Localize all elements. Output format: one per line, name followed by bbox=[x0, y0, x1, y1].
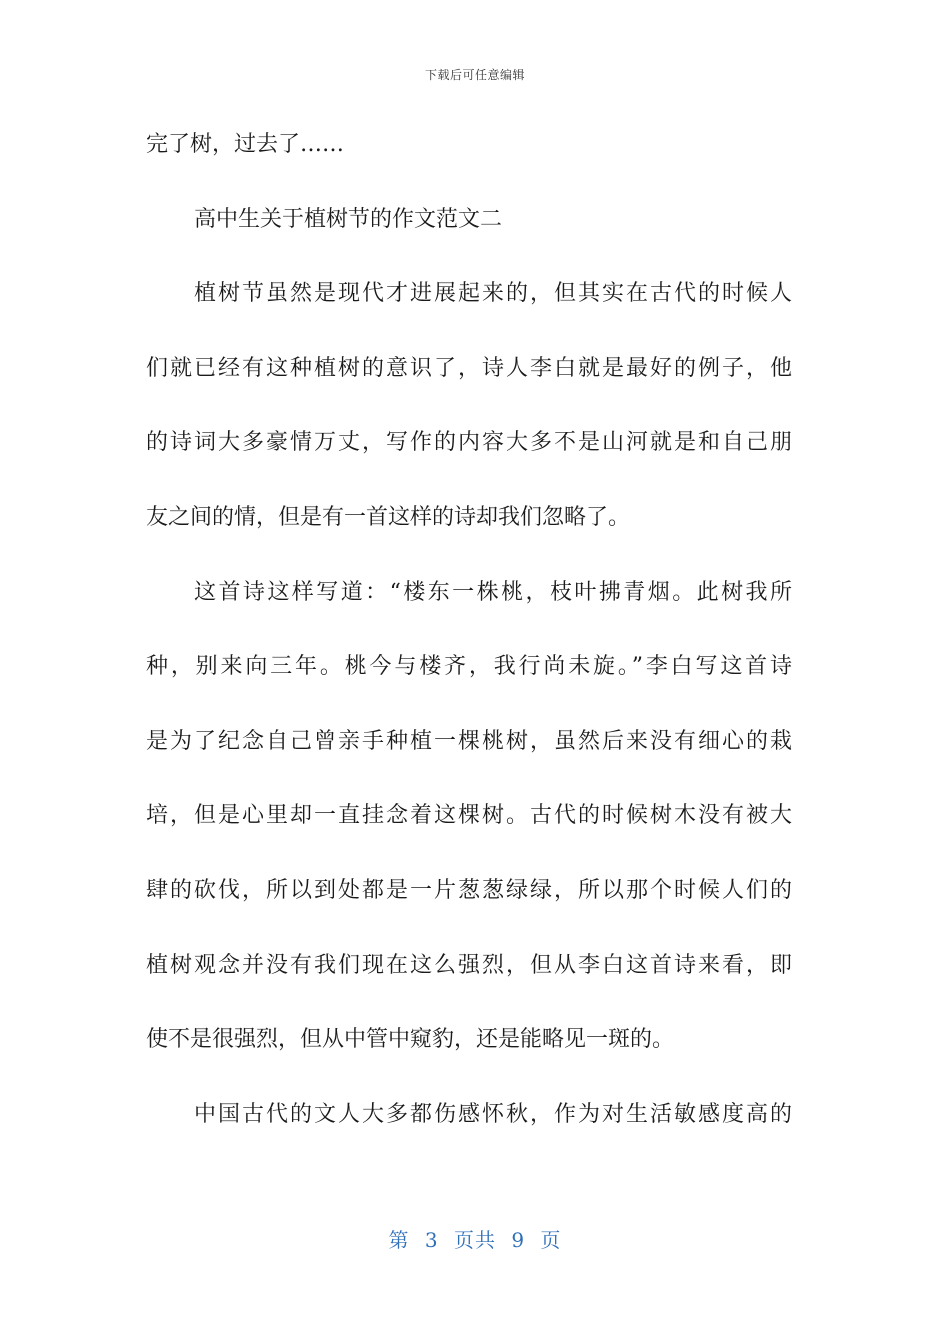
text-line-1: 完了树，过去了…… bbox=[146, 132, 345, 157]
document-body bbox=[146, 108, 792, 1152]
text-line-9: 是为了纪念自己曾亲手种植一棵桃树，虽然后来没有细心的栽 bbox=[146, 728, 792, 754]
text-line-3: 植树节虽然是现代才进展起来的，但其实在古代的时候人 bbox=[194, 281, 792, 307]
page-header: 下载后可任意编辑 bbox=[424, 68, 525, 82]
text-line-12: 植树观念并没有我们现在这么强烈，但从李白这首诗来看，即 bbox=[146, 952, 792, 978]
text-line-7: 这首诗这样写道：“楼东一株桃，枝叶拂青烟。此树我所 bbox=[194, 579, 792, 605]
text-line-5: 的诗词大多豪情万丈，写作的内容大多不是山河就是和自己朋 bbox=[146, 430, 792, 456]
text-line-14: 中国古代的文人大多都伤感怀秋，作为对生活敏感度高的 bbox=[194, 1101, 792, 1127]
page-number-footer: 第 3 页共 9 页 bbox=[388, 1228, 562, 1252]
text-line-11: 肆的砍伐，所以到处都是一片葱葱绿绿，所以那个时候人们的 bbox=[146, 877, 792, 903]
text-line-6: 友之间的情，但是有一首这样的诗却我们忽略了。 bbox=[146, 504, 631, 530]
text-line-8: 种，别来向三年。桃今与楼齐，我行尚未旋。”李白写这首诗 bbox=[146, 654, 792, 680]
text-line-4: 们就已经有这种植树的意识了，诗人李白就是最好的例子，他 bbox=[146, 355, 792, 381]
text-line-10: 培，但是心里却一直挂念着这棵树。古代的时候树木没有被大 bbox=[146, 803, 792, 829]
section-heading: 高中生关于植树节的作文范文二 bbox=[194, 206, 503, 232]
text-line-13: 使不是很强烈，但从中管中窥豹，还是能略见一斑的。 bbox=[146, 1027, 675, 1053]
